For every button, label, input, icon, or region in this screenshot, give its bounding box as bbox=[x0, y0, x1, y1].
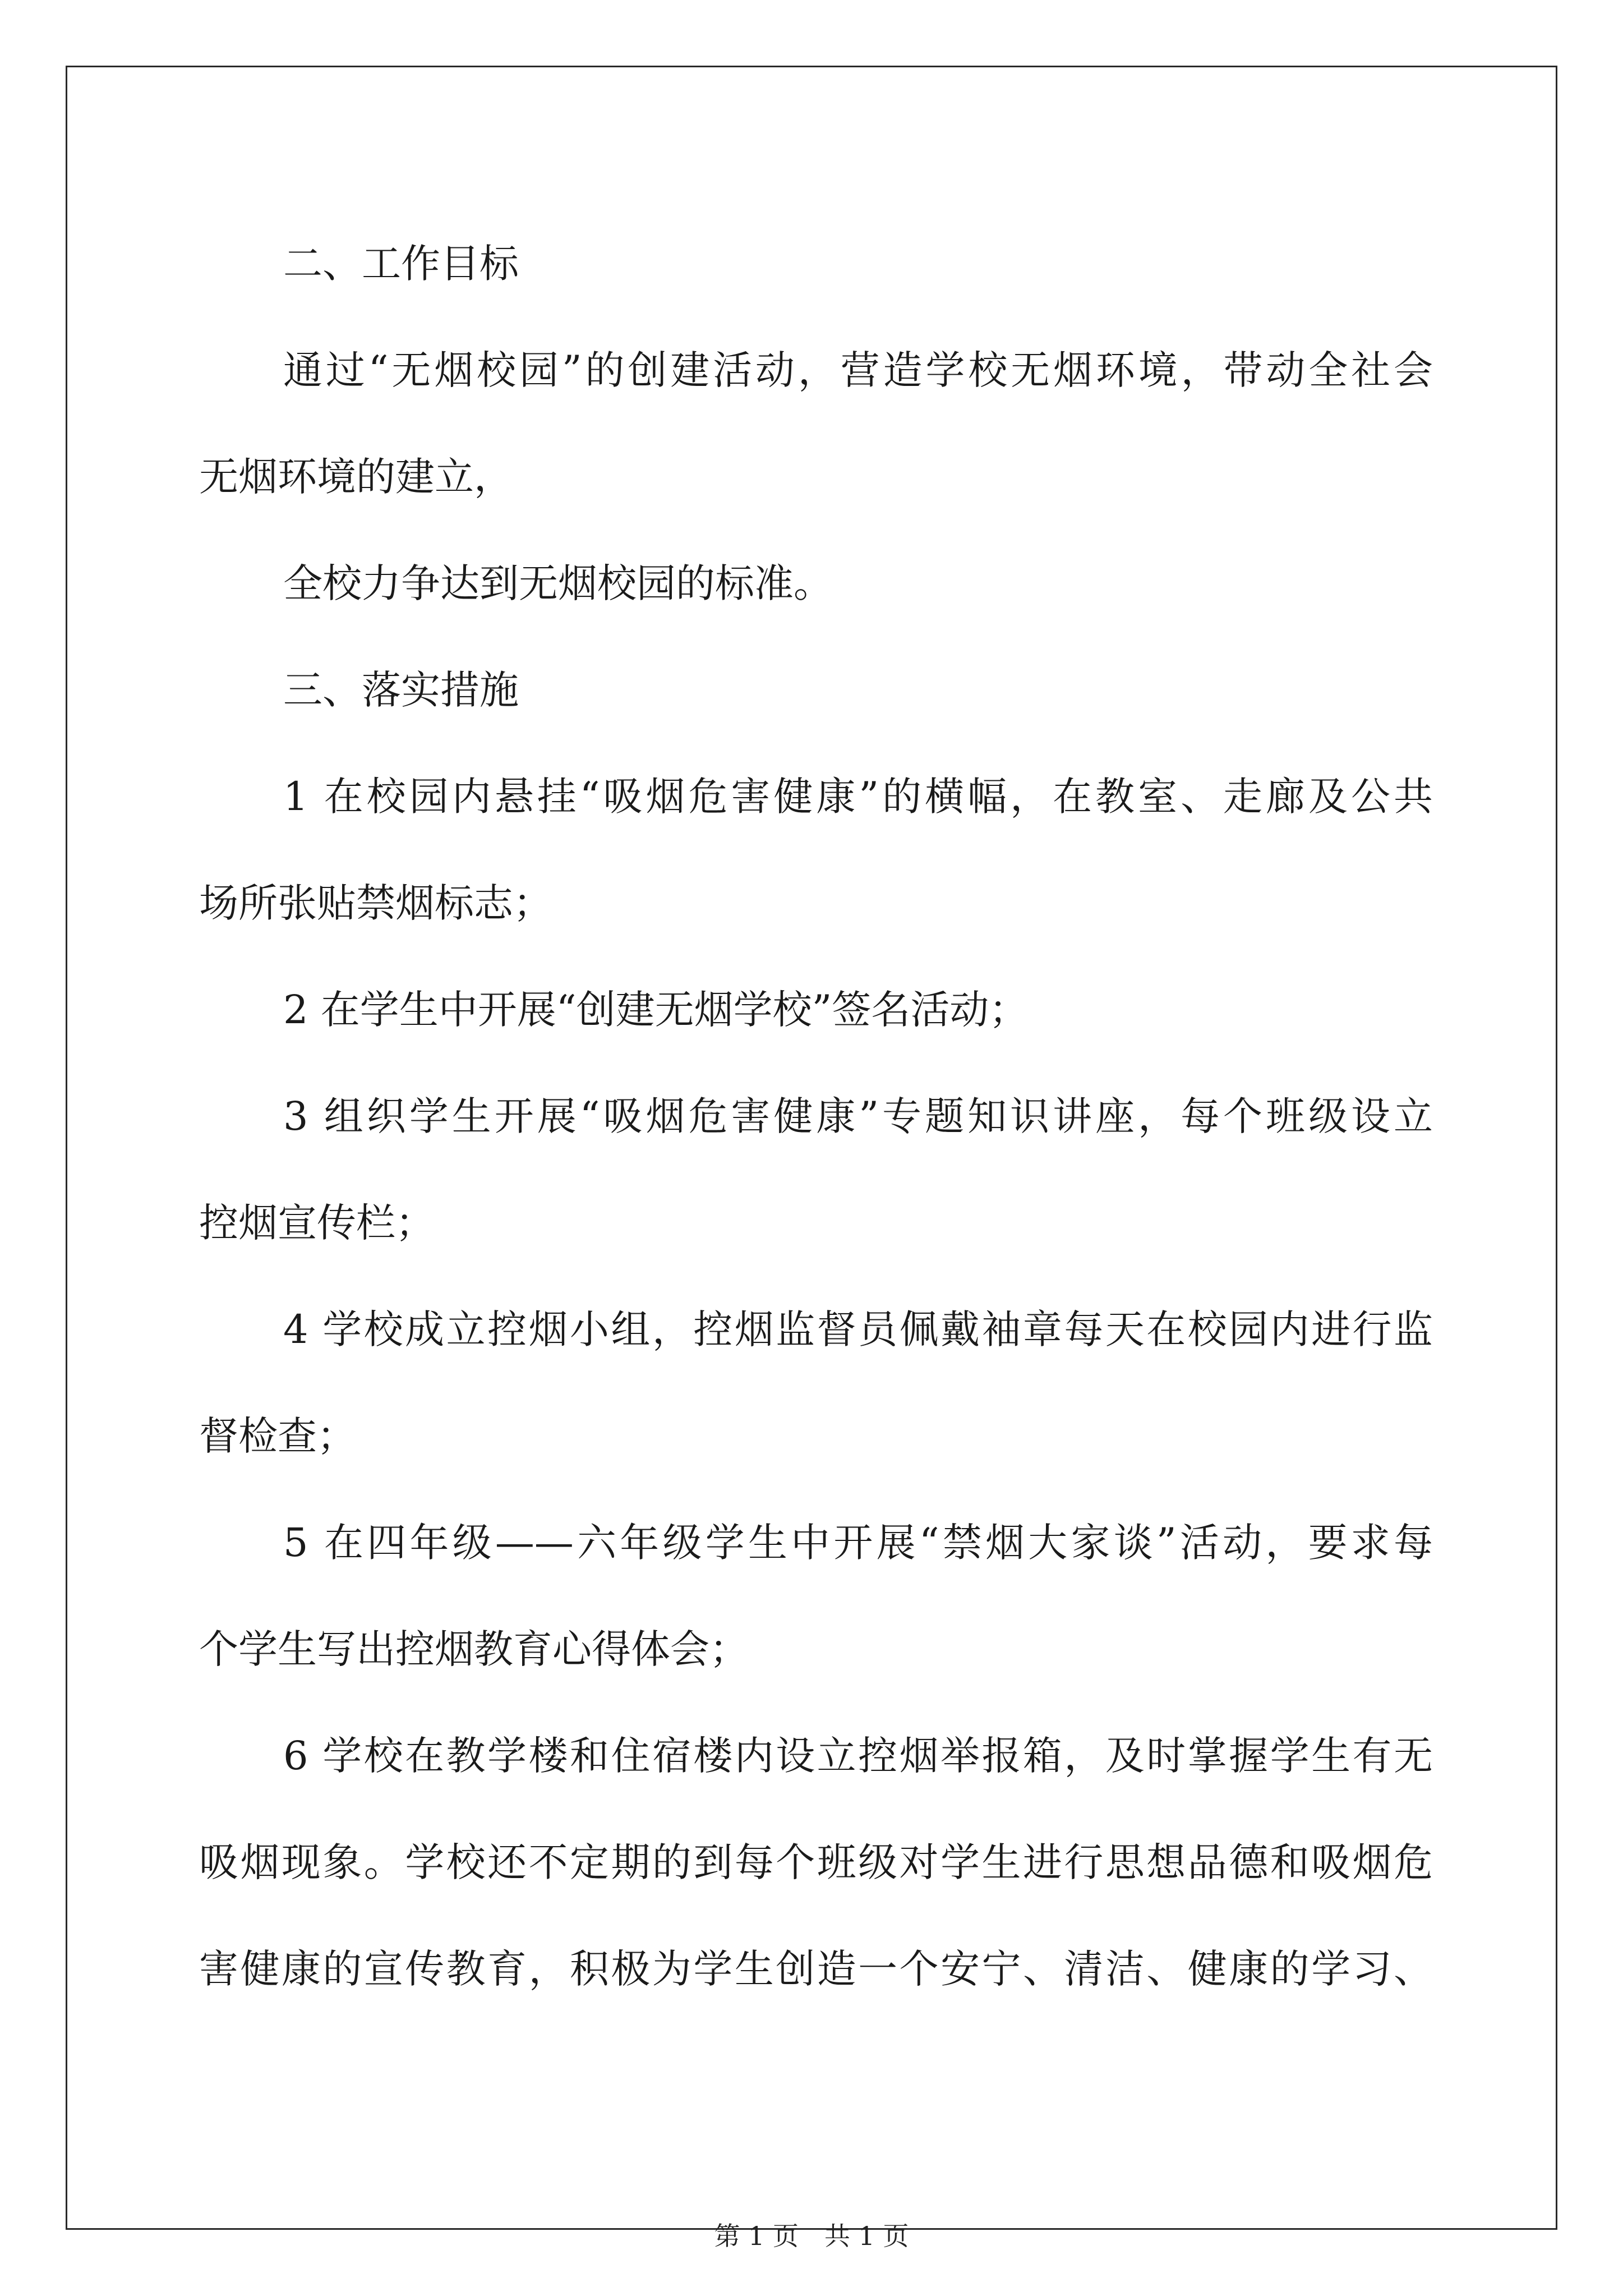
paragraph-line: 场所张贴禁烟标志； bbox=[199, 880, 552, 926]
paragraph-line: 5 在四年级——六年级学生中开展“禁烟大家谈”活动，要求每 bbox=[283, 1520, 1433, 1566]
paragraph-line: 督检查； bbox=[199, 1413, 356, 1459]
paragraph-line: 害健康的宣传教育，积极为学生创造一个安宁、清洁、健康的学习、 bbox=[199, 1946, 1433, 1992]
section-heading-goals: 二、工作目标 bbox=[283, 241, 519, 287]
paragraph-line: 控烟宣传栏； bbox=[199, 1200, 435, 1246]
paragraph-line: 全校力争达到无烟校园的标准。 bbox=[283, 560, 833, 606]
paragraph-line: 吸烟现象。学校还不定期的到每个班级对学生进行思想品德和吸烟危 bbox=[199, 1839, 1433, 1885]
paragraph-line: 通过“无烟校园”的创建活动，营造学校无烟环境，带动全社会 bbox=[283, 347, 1433, 393]
section-heading-measures: 三、落实措施 bbox=[283, 667, 519, 713]
paragraph-line: 1 在校园内悬挂“吸烟危害健康”的横幅，在教室、走廊及公共 bbox=[283, 774, 1433, 820]
page-footer bbox=[0, 2216, 1623, 2253]
paragraph-line: 3 组织学生开展“吸烟危害健康”专题知识讲座，每个班级设立 bbox=[283, 1093, 1433, 1139]
paragraph-line: 4 学校成立控烟小组，控烟监督员佩戴袖章每天在校园内进行监 bbox=[283, 1306, 1433, 1352]
paragraph-line: 2 在学生中开展“创建无烟学校”签名活动； bbox=[283, 987, 1029, 1033]
page-number: 第 1 页 bbox=[714, 2221, 799, 2251]
paragraph-line: 无烟环境的建立， bbox=[199, 454, 513, 500]
paragraph-line: 个学生写出控烟教育心得体会； bbox=[199, 1626, 749, 1672]
page-total: 共 1 页 bbox=[824, 2221, 909, 2251]
paragraph-line: 6 学校在教学楼和住宿楼内设立控烟举报箱，及时掌握学生有无 bbox=[283, 1733, 1433, 1779]
